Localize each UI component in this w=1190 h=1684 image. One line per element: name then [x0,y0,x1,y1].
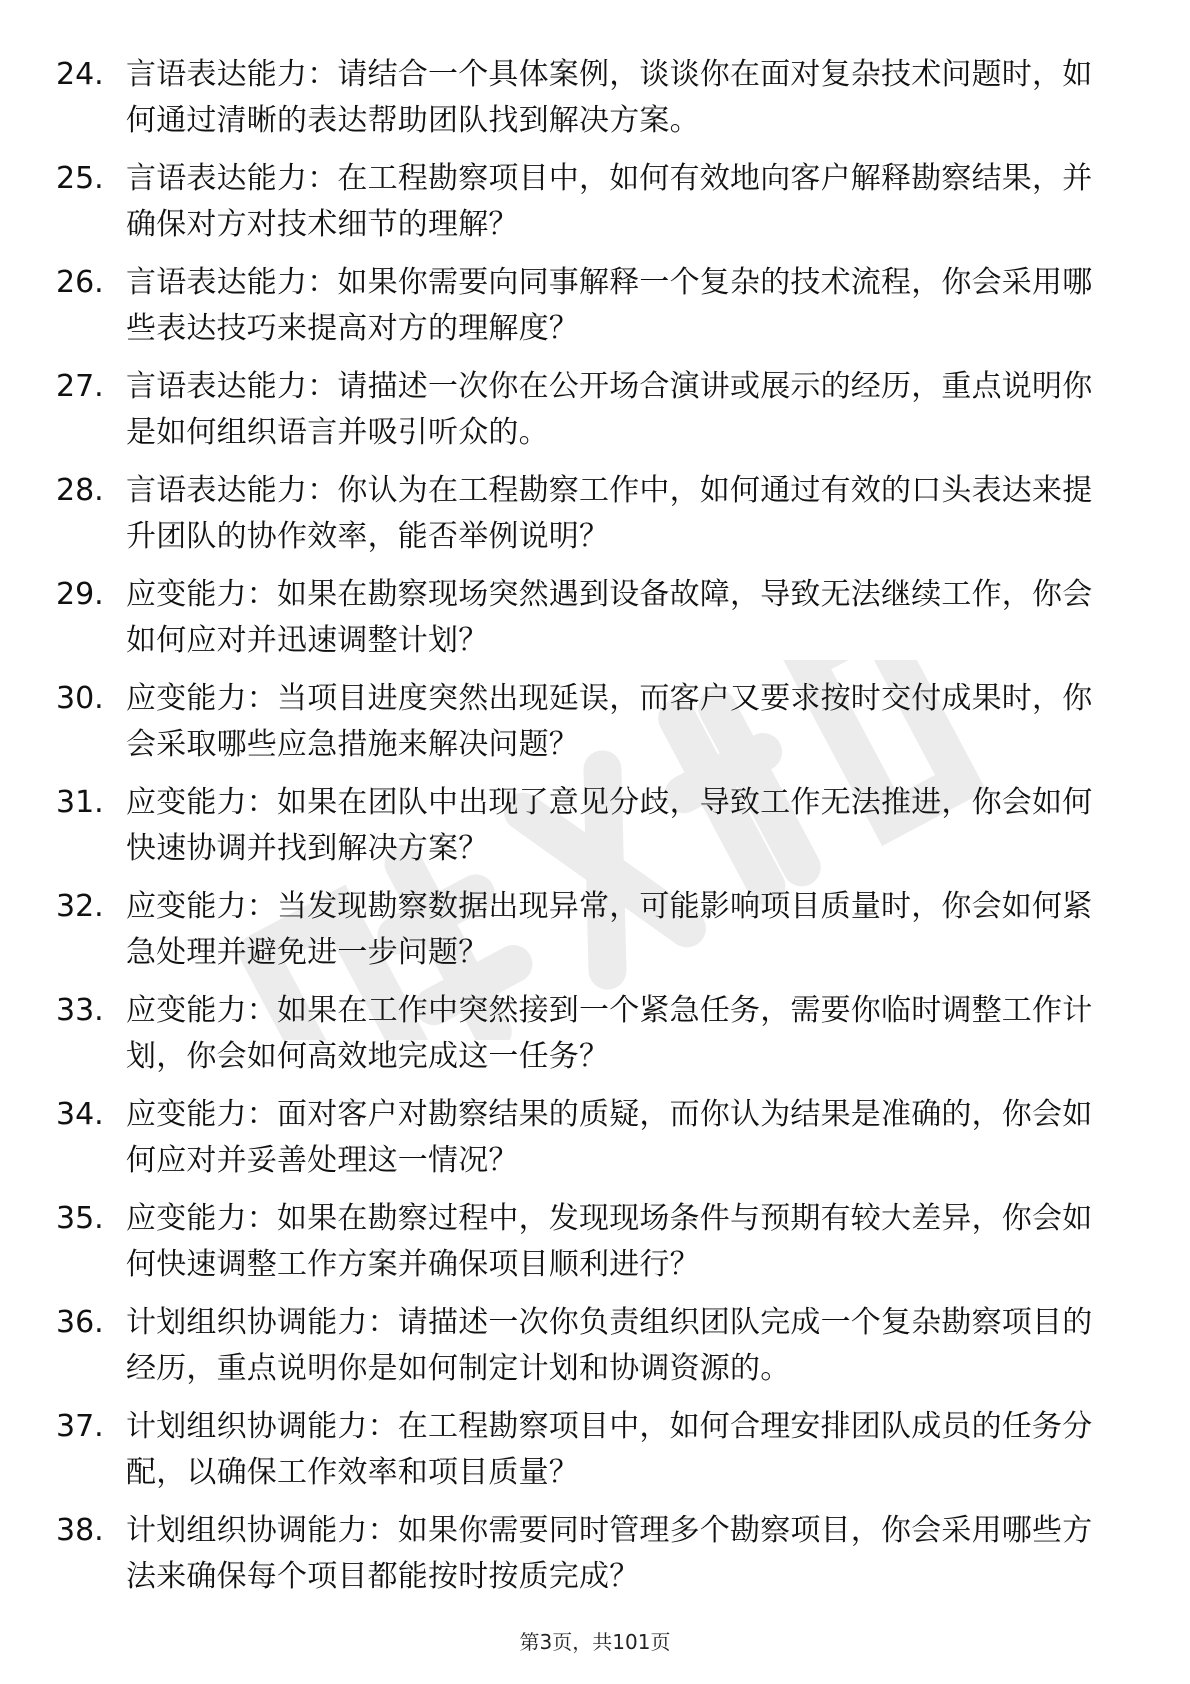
question-number: 32. [56,889,104,924]
question-item [0,572,1190,676]
question-text: 应变能力：如果在勘察过程中，发现现场条件与预期有较大差异，你会如何快速调整工作方案并确保项目顺利进行？ [126,1201,1093,1282]
question-text: 计划组织协调能力：请描述一次你负责组织团队完成一个复杂勘察项目的经历，重点说明你是如何制定计划和协调资源的。 [126,1305,1093,1386]
question-number: 24. [56,57,104,92]
question-item [0,884,1190,988]
question-item [0,156,1190,260]
question-item [0,988,1190,1092]
question-number: 36. [56,1305,104,1340]
question-number: 25. [56,161,104,196]
question-text: 应变能力：如果在团队中出现了意见分歧，导致工作无法推进，你会如何快速协调并找到解决方案？ [126,785,1093,866]
question-number: 29. [56,577,104,612]
question-number: 26. [56,265,104,300]
question-number: 30. [56,681,104,716]
question-text: 应变能力：当项目进度突然出现延误，而客户又要求按时交付成果时，你会采取哪些应急措施来解决问题？ [126,681,1093,762]
question-number: 27. [56,369,104,404]
question-number: 38. [56,1513,104,1548]
question-item [0,364,1190,468]
question-text: 计划组织协调能力：在工程勘察项目中，如何合理安排团队成员的任务分配，以确保工作效率和项目质量？ [126,1409,1093,1490]
question-text: 言语表达能力：请结合一个具体案例，谈谈你在面对复杂技术问题时，如何通过清晰的表达帮助团队找到解决方案。 [126,57,1093,138]
question-item [0,676,1190,780]
question-text: 应变能力：如果在勘察现场突然遇到设备故障，导致无法继续工作，你会如何应对并迅速调整计划？ [126,577,1093,658]
question-item [0,1300,1190,1404]
question-text: 言语表达能力：如果你需要向同事解释一个复杂的技术流程，你会采用哪些表达技巧来提高对方的理解度？ [126,265,1093,346]
question-number: 33. [56,993,104,1028]
question-number: 28. [56,473,104,508]
question-item [0,780,1190,884]
question-item [0,1196,1190,1300]
question-item [0,52,1190,156]
question-item [0,260,1190,364]
question-text: 应变能力：面对客户对勘察结果的质疑，而你认为结果是准确的，你会如何应对并妥善处理这一情况？ [126,1097,1093,1178]
question-number: 37. [56,1409,104,1444]
question-item [0,468,1190,572]
question-text: 计划组织协调能力：如果你需要同时管理多个勘察项目，你会采用哪些方法来确保每个项目都能按时按质完成？ [126,1513,1093,1594]
question-item [0,1092,1190,1196]
page-footer: 第3页，共101页 [519,1630,671,1654]
question-text: 言语表达能力：在工程勘察项目中，如何有效地向客户解释勘察结果，并确保对方对技术细节的理解？ [126,161,1093,242]
question-list [0,52,1190,1612]
question-number: 31. [56,785,104,820]
question-number: 34. [56,1097,104,1132]
question-text: 言语表达能力：你认为在工程勘察工作中，如何通过有效的口头表达来提升团队的协作效率，能否举例说明？ [126,473,1093,554]
question-number: 35. [56,1201,104,1236]
question-text: 应变能力：当发现勘察数据出现异常，可能影响项目质量时，你会如何紧急处理并避免进一步问题？ [126,889,1093,970]
question-item [0,1508,1190,1612]
question-text: 言语表达能力：请描述一次你在公开场合演讲或展示的经历，重点说明你是如何组织语言并吸引听众的。 [126,369,1093,450]
question-item [0,1404,1190,1508]
question-text: 应变能力：如果在工作中突然接到一个紧急任务，需要你临时调整工作计划，你会如何高效地完成这一任务？ [126,993,1093,1074]
